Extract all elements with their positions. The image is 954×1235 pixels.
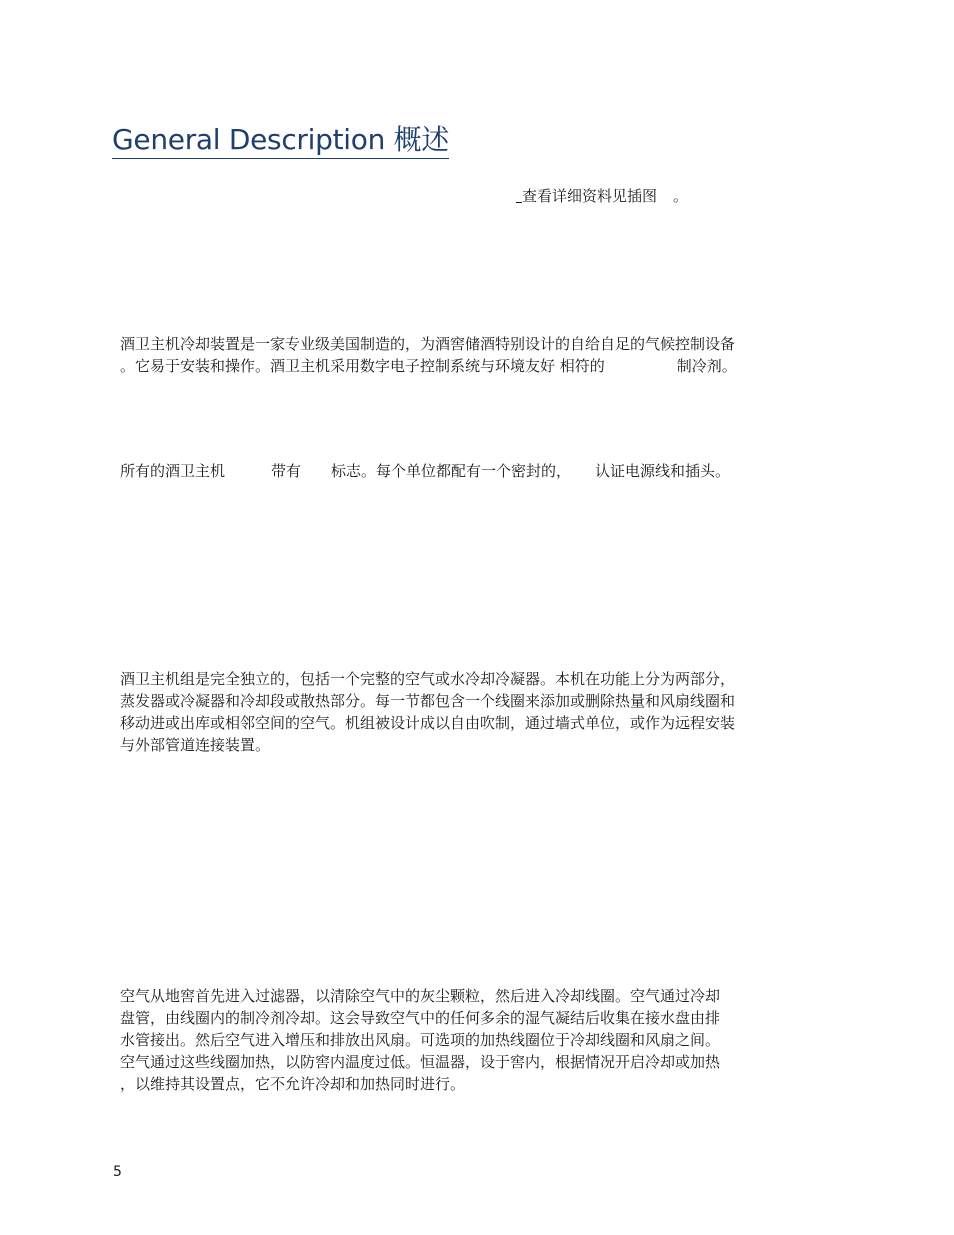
section-heading: General Description 概述 (112, 122, 449, 159)
structure-paragraph (120, 668, 830, 756)
paragraph-line: ，以维持其设置点，它不允许冷却和加热同时进行。 (120, 1075, 466, 1093)
operation-paragraph (120, 985, 830, 1095)
figure-reference-note (516, 185, 688, 207)
certification-paragraph (120, 460, 830, 482)
reference-period: 。 (673, 187, 689, 205)
paragraph-line: 酒卫主机冷却装置是一家专业级美国制造的，为酒窖储酒特别设计的自给自足的气候控制设备 (120, 335, 736, 353)
paragraph-line: 酒卫主机组是完全独立的，包括一个完整的空气或水冷却冷凝器。本机在功能上分为两部分， (120, 670, 736, 688)
paragraph-line: 。它易于安装和操作。酒卫主机采用数字电子控制系统与环境友好 相符的 制冷剂。 (120, 357, 737, 375)
paragraph-line: 与外部管道连接装置。 (120, 736, 271, 754)
reference-text: 查看详细资料见插图 (522, 187, 658, 205)
paragraph-line: 空气通过这些线圈加热，以防窖内温度过低。恒温器，设于窖内，根据情况开启冷却或加热 (120, 1053, 721, 1071)
paragraph-line: 水管接出。然后空气进入增压和排放出风扇。可选项的加热线圈位于冷却线圈和风扇之间。 (120, 1031, 721, 1049)
paragraph-line: 所有的酒卫主机 带有 标志。每个单位都配有一个密封的， 认证电源线和插头。 (120, 462, 731, 480)
intro-paragraph (120, 333, 830, 377)
page-number: 5 (113, 1164, 122, 1180)
paragraph-line: 空气从地窖首先进入过滤器，以清除空气中的灰尘颗粒，然后进入冷却线圈。空气通过冷却 (120, 987, 721, 1005)
paragraph-line: 盘管，由线圈内的制冷剂冷却。这会导致空气中的任何多余的湿气凝结后收集在接水盘由排 (120, 1009, 721, 1027)
paragraph-line: 移动进或出库或相邻空间的空气。机组被设计成以自由吹制，通过墙式单位，或作为远程安装 (120, 714, 736, 732)
paragraph-line: 蒸发器或冷凝器和冷却段或散热部分。每一节都包含一个线圈来添加或删除热量和风扇线圈和 (120, 692, 736, 710)
